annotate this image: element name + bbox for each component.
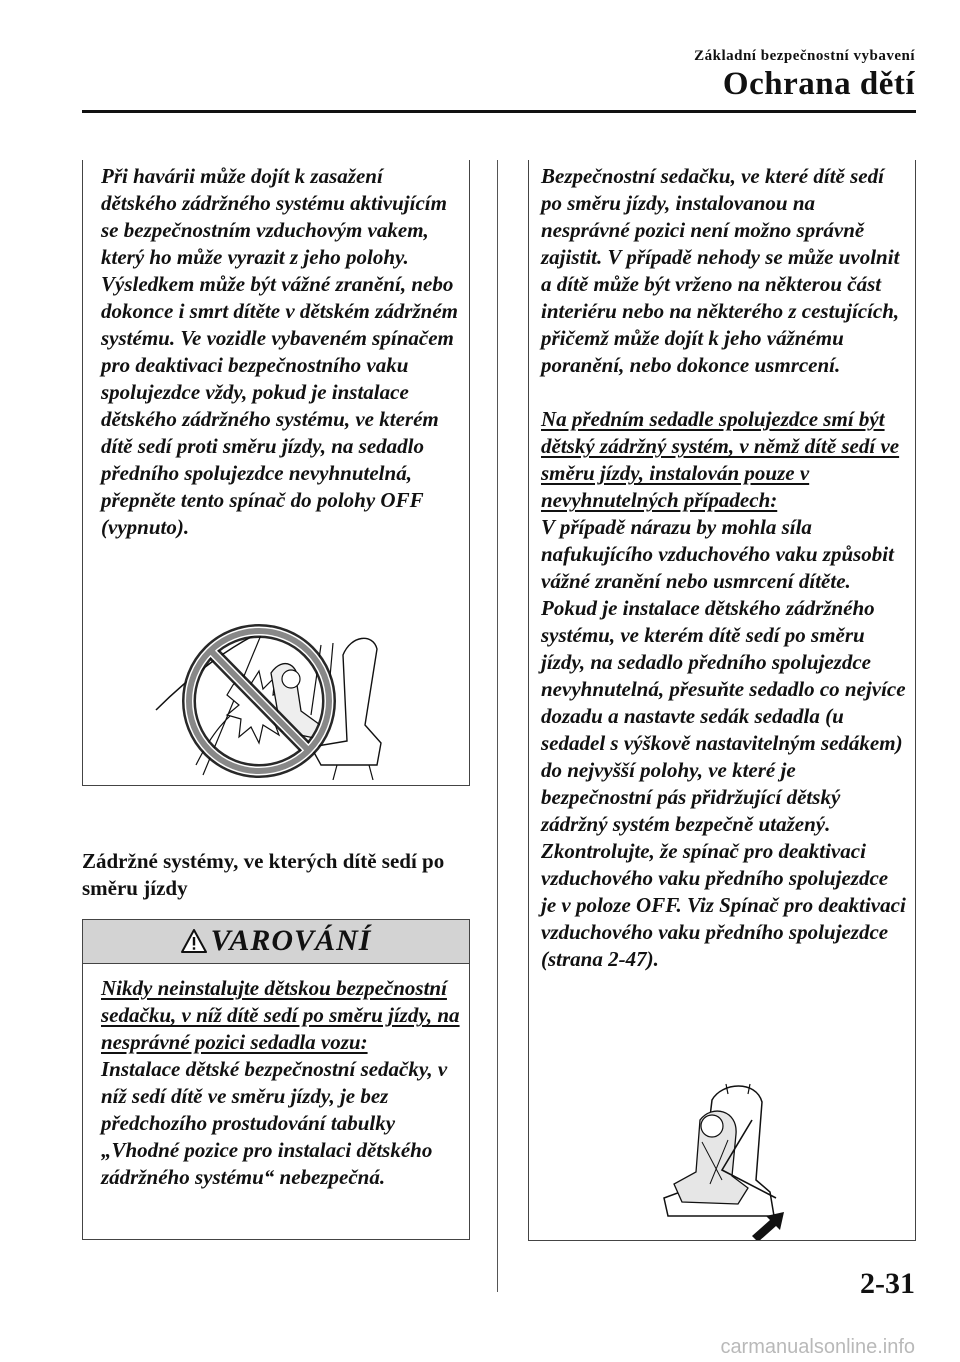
- watermark: carmanualsonline.info: [720, 1336, 915, 1358]
- forward-facing-text: [541, 163, 907, 973]
- forward-facing-warning-box: [528, 160, 916, 1241]
- rear-facing-seat-prohibited-illustration: [151, 615, 413, 780]
- varovani-body: Instalace dětské bezpečnostní sedačky, v níž sedí dítě ve směru jízdy, je bez předchozího prostudování tabulky „Vhodné pozice pro instalaci dětského zádržného systému“ nebezpečná.: [101, 1057, 448, 1189]
- prohibition-circle-icon: [189, 631, 329, 771]
- column-divider: [497, 160, 498, 1292]
- header-rule: [82, 110, 916, 113]
- right-paragraph-3: Zkontrolujte, že spínač pro deaktivaci vzduchového vaku předního spolujezdce je v poloze OFF. Viz Spínač pro deaktivaci vzduchového vaku předního spolujezdce (strana 2-47).: [541, 839, 906, 971]
- varovani-box: [82, 919, 470, 1240]
- right-underlined: Na předním sedadle spolujezdce smí být dětský zádržný systém, v němž dítě sedí ve směru jízdy, instalován pouze v nevyhnutelných případech:: [541, 407, 900, 512]
- airbag-warning-text: Při havárii může dojít k zasažení dětského zádržného systému aktivujícím se bezpečnostním vzduchovým vakem, který ho může vyrazit z jeho polohy. Výsledkem může být vážné zranění, nebo dokonce i smrt dítěte v dětském zádržném systému. Ve vozidle vybaveném spínačem pro deaktivaci bezpečnostního vaku spolujezdce vždy, pokud je instalace dětského zádržného systému, ve kterém dítě sedí proti směru jízdy, na sedadlo předního spolujezdce nevyhnutelná, přepněte tento spínač do polohy OFF (vypnuto).: [101, 164, 458, 539]
- page-number: 2-31: [860, 1267, 915, 1300]
- warning-banner: [83, 919, 469, 964]
- warning-triangle-icon: [181, 929, 207, 953]
- right-paragraph-2: V případě nárazu by mohla síla nafukujícího vzduchového vaku způsobit vážné zranění nebo usmrcení dítěte. Pokud je instalace dětského zádržného systému, ve kterém dítě sedí po směru jízdy, na sedadlo předního spolujezdce nevyhnutelná, přesuňte sedadlo co nejvíce dozadu a nastavte sedák sedadla (u sedadel s výškově nastavitelným sedákem) do nejvyšší polohy, ve které je bezpečnostní pás přidržující dětský zádržný systém bezpečně utažený.: [541, 515, 906, 836]
- section-subheading: Zádržné systémy, ve kterých dítě sedí po směru jízdy: [82, 849, 445, 900]
- varovani-text: [101, 975, 461, 1191]
- header-section: Základní bezpečnostní vybavení: [694, 48, 915, 64]
- varovani-underlined: Nikdy neinstalujte dětskou bezpečnostní sedačku, v níž dítě sedí po směru jízdy, na nesprávné pozici sedadla vozu:: [101, 976, 460, 1054]
- forward-facing-seat-illustration: [652, 1080, 792, 1240]
- airbag-warning-box: [82, 160, 470, 786]
- right-paragraph-1: Bezpečnostní sedačku, ve které dítě sedí po směru jízdy, instalovanou na nesprávné pozici není možno správně zajistit. V případě nehody se může uvolnit a dítě může být vrženo na některou část interiéru nebo na některého z cestujících, přičemž může dojít k jeho vážnému poranění, nebo dokonce usmrcení.: [541, 164, 900, 377]
- warning-label: VAROVÁNÍ: [210, 924, 372, 957]
- page-title: Ochrana dětí: [722, 66, 915, 102]
